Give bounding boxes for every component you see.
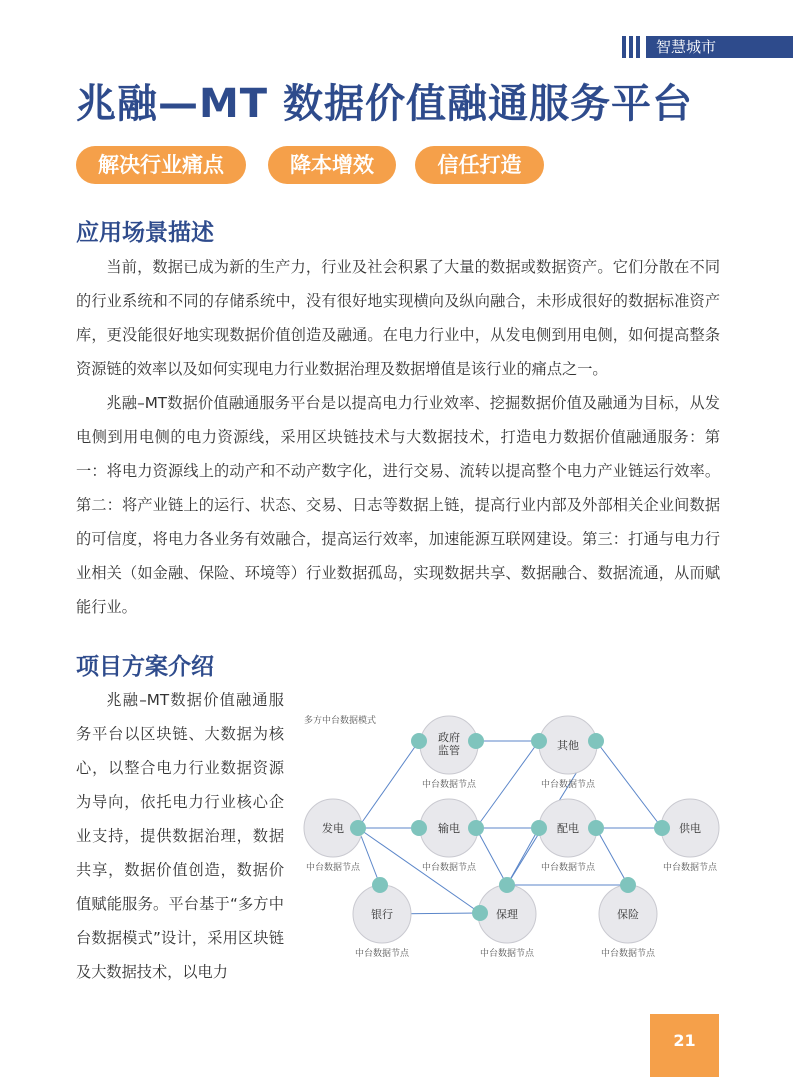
node-sublabel: 中台数据节点	[305, 863, 361, 873]
connector-dot	[411, 820, 427, 836]
pill-trust: 信任打造	[415, 146, 544, 184]
node-sublabel: 中台数据节点	[354, 949, 410, 959]
connector-dot	[350, 820, 366, 836]
connector-dot	[472, 905, 488, 921]
pill-pain-points: 解决行业痛点	[76, 146, 246, 184]
node-sublabel: 中台数据节点	[421, 863, 477, 873]
node-baoli	[478, 885, 536, 959]
solution-paragraph: 兆融–MT数据价值融通服务平台以区块链、大数据为核心，以整合电力行业数据资源为导向，依托电力行业核心企业支持，提供数据治理，数据共享，数据价值创造，数据价值赋能服务。平台基于“多方中台数据模式”设计，采用区块链及大数据技术，以电力	[76, 691, 284, 981]
tag-stripe	[622, 36, 626, 58]
node-bank	[353, 885, 411, 959]
scenario-paragraph-2: 兆融–MT数据价值融通服务平台是以提高电力行业效率、挖掘数据价值及融通为目标，从发电侧到用电侧的电力资源线，采用区块链技术与大数据技术，打造电力数据价值融通服务：第一：将电力资源线上的动产和不动产数字化，进行交易、流转以提高整个电力产业链运行效率。第二：将产业链上的运行、状态、交易、日志等数据上链，提高行业内部及外部相关企业间数据的可信度，将电力各业务有效融合，提高运行效率，加速能源互联网建设。第三：打通与电力行业相关（如金融、保险、环境等）行业数据孤岛，实现数据共享、数据融合、数据流通，从而赋能行业。	[76, 394, 720, 616]
connector-dot	[588, 820, 604, 836]
node-sublabel: 中台数据节点	[662, 863, 718, 873]
node-shudian	[420, 799, 478, 873]
connector-dot	[588, 733, 604, 749]
diagram-edge	[358, 828, 380, 885]
page-title: 兆融—MT 数据价值融通服务平台	[76, 81, 694, 127]
connector-dot	[531, 733, 547, 749]
diagram-edge	[476, 741, 539, 828]
diagram-edge	[596, 828, 628, 885]
diagram-caption: 多方中台数据模式	[304, 716, 377, 726]
page-number: 21	[650, 1014, 719, 1077]
connector-dot	[411, 733, 427, 749]
connector-dot	[654, 820, 670, 836]
multi-party-data-diagram	[298, 708, 738, 968]
node-baoxian	[599, 885, 657, 959]
node-label: 保理	[496, 908, 518, 921]
node-label: 供电	[679, 822, 701, 835]
node-sublabel: 中台数据节点	[421, 780, 477, 790]
connector-dot	[620, 877, 636, 893]
diagram-edge	[596, 741, 662, 828]
section-heading-solution: 项目方案介绍	[76, 654, 214, 680]
node-other	[539, 716, 597, 790]
node-label: 发电	[322, 822, 344, 835]
node-fadian	[304, 799, 362, 873]
node-peidian	[539, 799, 597, 873]
node-label: 保险	[617, 908, 639, 921]
node-gongdian	[661, 799, 719, 873]
tag-stripe	[629, 36, 633, 58]
node-sublabel: 中台数据节点	[600, 949, 656, 959]
node-sublabel: 中台数据节点	[540, 780, 596, 790]
node-sublabel: 中台数据节点	[540, 863, 596, 873]
node-label: 监管	[438, 744, 460, 757]
connector-dot	[468, 733, 484, 749]
section-tag	[622, 36, 793, 58]
node-sublabel: 中台数据节点	[479, 949, 535, 959]
connector-dot	[499, 877, 515, 893]
connector-dot	[468, 820, 484, 836]
node-label: 输电	[438, 822, 460, 835]
node-label: 银行	[371, 908, 393, 921]
node-gov	[420, 716, 478, 790]
diagram-edge	[358, 741, 419, 828]
section-tag-label: 智慧城市	[646, 36, 793, 58]
node-label: 其他	[557, 739, 579, 752]
diagram-edge	[476, 828, 507, 885]
connector-dot	[372, 877, 388, 893]
node-label: 配电	[557, 822, 579, 835]
scenario-paragraph-1: 当前，数据已成为新的生产力，行业及社会积累了大量的数据或数据资产。它们分散在不同的行业系统和不同的存储系统中，没有很好地实现横向及纵向融合，未形成很好的数据标准资产库，更没能很好地实现数据价值创造及融通。在电力行业中，从发电侧到用电侧，如何提高整条资源链的效率以及如何实现电力行业数据治理及数据增值是该行业的痛点之一。	[76, 258, 720, 378]
section-heading-scenario: 应用场景描述	[76, 220, 214, 246]
connector-dot	[531, 820, 547, 836]
pill-cost-efficiency: 降本增效	[268, 146, 396, 184]
diagram-nodes	[304, 716, 719, 959]
node-label: 政府	[438, 731, 460, 744]
tag-stripe	[636, 36, 640, 58]
